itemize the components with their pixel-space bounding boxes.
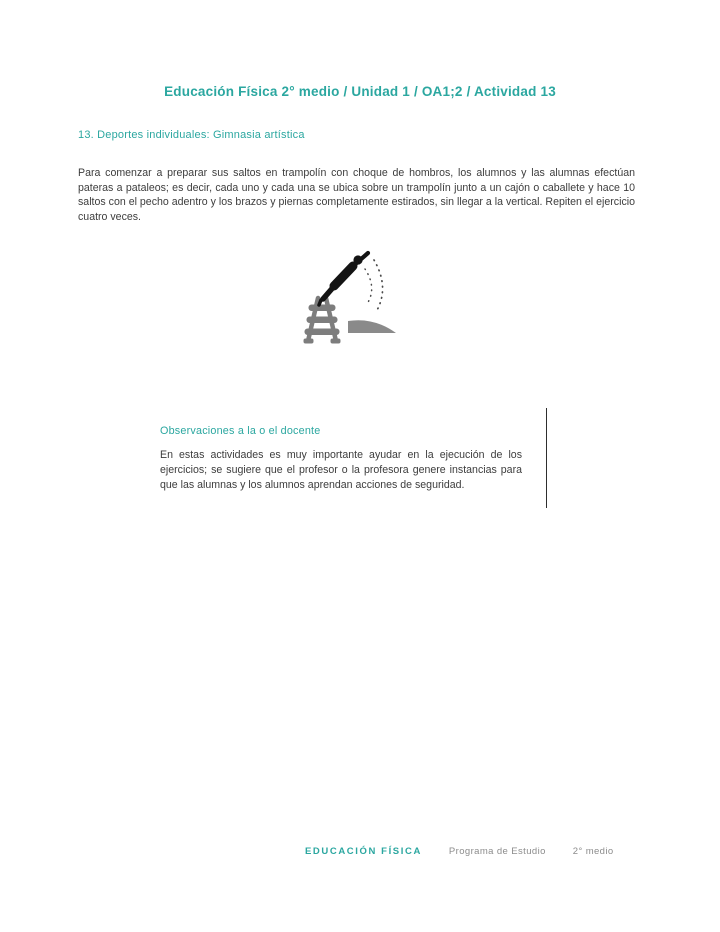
page-footer <box>305 846 614 857</box>
gymnast-jump-illustration-svg <box>295 246 405 346</box>
page-title: Educación Física 2° medio / Unidad 1 / OA1;2 / Actividad 13 <box>164 84 556 99</box>
gymnast-jump-illustration <box>295 246 405 346</box>
trajectory-dots-icon <box>365 260 383 312</box>
gymnast-figure <box>319 253 368 305</box>
footer-subject-label: EDUCACIÓN FÍSICA <box>305 846 422 857</box>
teacher-observations-box <box>160 408 547 508</box>
trestle-icon <box>304 298 340 343</box>
mat-wedge-icon <box>348 320 396 333</box>
observations-title: Observaciones a la o el docente <box>160 425 321 437</box>
activity-instructions-paragraph: Para comenzar a preparar sus saltos en trampolín con choque de hombros, los alumnos y las alumnas efectúan pateras a pataleos; es decir, cada uno y cada una se ubica sobre un trampolín junto a un cajón o caballete y hace 10 saltos con el pecho adentro y los brazos y piernas completamente estirados, sin llegar a la vertical. Repiten el ejercicio cuatro veces. <box>78 167 635 223</box>
footer-grade-label: 2° medio <box>572 846 614 857</box>
footer-program-label: Programa de Estudio <box>448 846 546 857</box>
observations-body: En estas actividades es muy importante ayudar en la ejecución de los ejercicios; se sugiere que el profesor o la profesora genere instancias para que las alumnas y los alumnos aprendan acciones de seguridad. <box>160 449 522 492</box>
activity-heading: 13. Deportes individuales: Gimnasia artística <box>78 129 305 141</box>
